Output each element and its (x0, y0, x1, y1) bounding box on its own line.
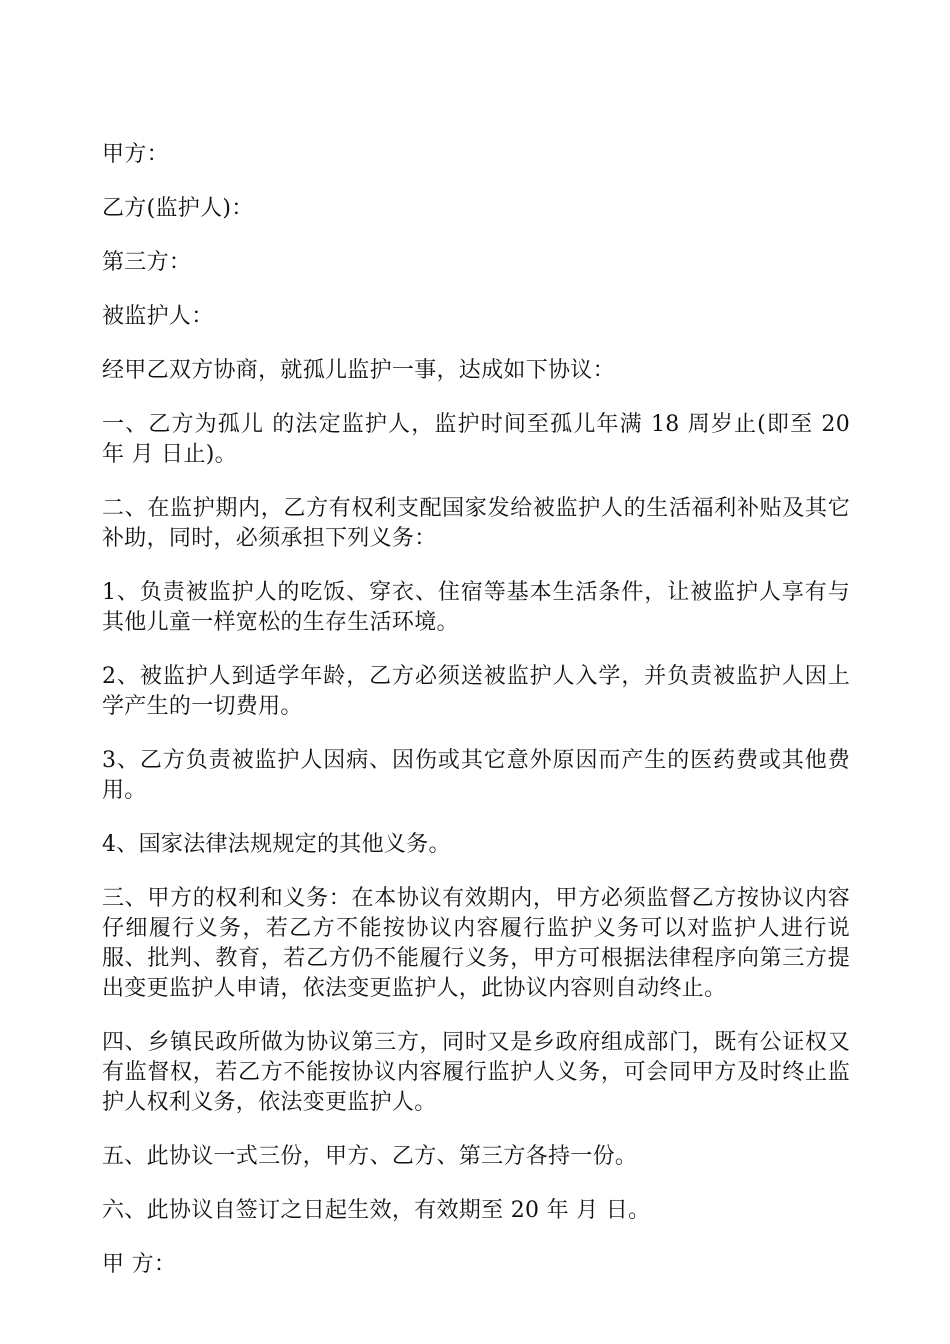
clause-2-item-3: 3、乙方负责被监护人因病、因伤或其它意外原因而产生的医药费或其他费用。 (102, 748, 850, 803)
clause-2: 二、在监护期内，乙方有权利支配国家发给被监护人的生活福利补贴及其它补助，同时，必须承担下列义务： (102, 496, 850, 551)
third-party-line: 第三方： (102, 250, 192, 275)
clause-3: 三、甲方的权利和义务：在本协议有效期内，甲方必须监督乙方按协议内容仔细履行义务，若乙方不能按协议内容履行监护义务可以对监护人进行说服、批判、教育，若乙方仍不能履行义务，甲方可根据法律程序向第三方提出变更监护人申请，依法变更监护人，此协议内容则自动终止。 (102, 886, 850, 1001)
party-b-line: 乙方(监护人)： (102, 196, 254, 221)
signature-party-a: 甲 方： (102, 1252, 177, 1277)
party-a-line: 甲方： (102, 142, 169, 167)
ward-line: 被监护人： (102, 304, 214, 329)
clause-5: 五、此协议一式三份，甲方、乙方、第三方各持一份。 (102, 1144, 638, 1169)
clause-2-item-2: 2、被监护人到适学年龄，乙方必须送被监护人入学，并负责被监护人因上学产生的一切费用。 (102, 664, 850, 719)
clause-1: 一、乙方为孤儿 的法定监护人，监护时间至孤儿年满 18 周岁止(即至 20 年 月 日止)。 (102, 412, 850, 467)
clause-2-item-4: 4、国家法律法规规定的其他义务。 (102, 832, 451, 857)
clause-6: 六、此协议自签订之日起生效，有效期至 20 年 月 日。 (102, 1198, 651, 1223)
clause-2-item-1: 1、负责被监护人的吃饭、穿衣、住宿等基本生活条件，让被监护人享有与其他儿童一样宽松的生存生活环境。 (102, 580, 850, 635)
clause-4: 四、乡镇民政所做为协议第三方，同时又是乡政府组成部门，既有公证权又有监督权，若乙方不能按协议内容履行监护人义务，可会同甲方及时终止监护人权利义务，依法变更监护人。 (102, 1030, 850, 1115)
agreement-intro: 经甲乙双方协商，就孤儿监护一事，达成如下协议： (102, 358, 615, 383)
document-body (102, 140, 850, 1304)
